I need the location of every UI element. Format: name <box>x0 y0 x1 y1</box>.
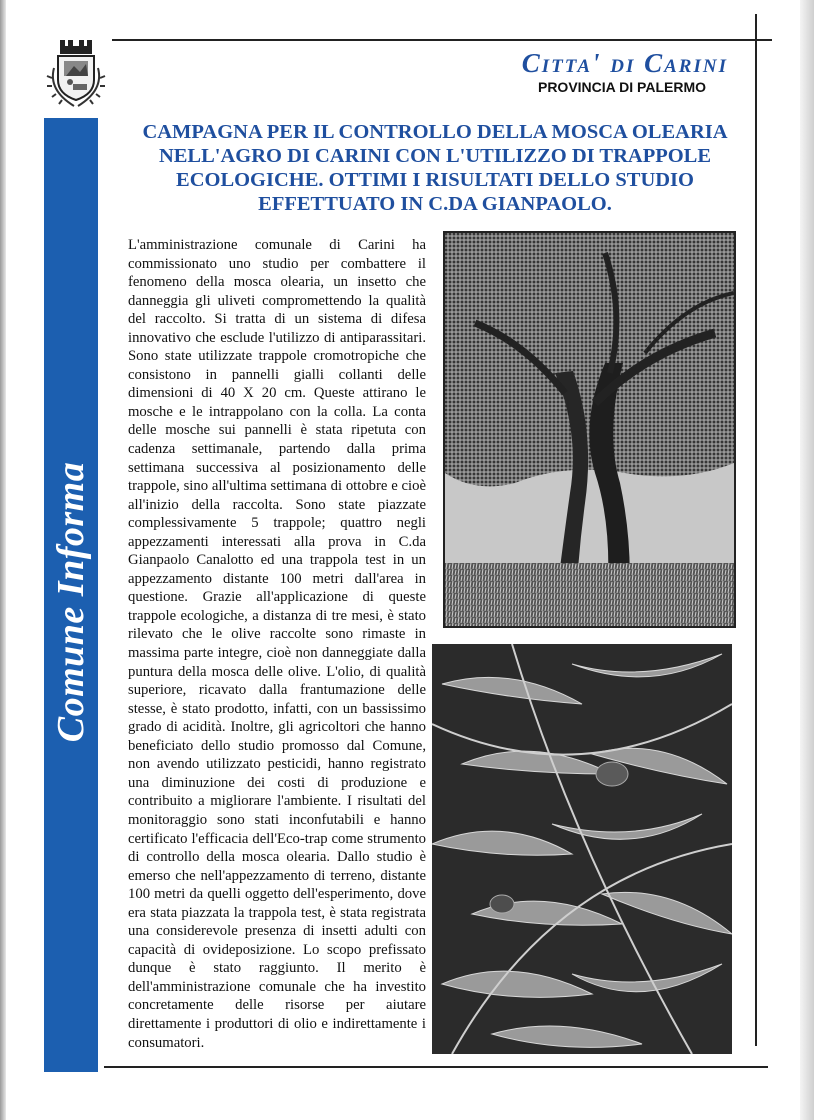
olive-tree-photo <box>443 231 736 628</box>
olive-leaves-photo <box>432 644 732 1054</box>
headline-line: CAMPAGNA PER IL CONTROLLO DELLA MOSCA OLEARIA <box>142 121 728 143</box>
side-band-label: Comune Informa <box>50 461 92 743</box>
article-headline <box>120 120 750 216</box>
headline-line: ECOLOGICHE. OTTIMI I RISULTATI DELLO STUDIO <box>176 169 694 191</box>
headline-line: EFFETTUATO IN C.DA GIANPAOLO. <box>258 193 612 215</box>
page-edge-right <box>800 0 814 1120</box>
city-name: Citta' di Carini <box>521 48 728 78</box>
footer-rule <box>104 1066 768 1068</box>
page-edge-left <box>0 0 6 1120</box>
right-vertical-rule <box>755 14 757 1046</box>
municipal-crest-icon <box>44 38 108 112</box>
province-name: PROVINCIA DI PALERMO <box>537 79 706 95</box>
headline-line: NELL'AGRO DI CARINI CON L'UTILIZZO DI TRAPPOLE <box>158 145 712 167</box>
header-rule <box>112 39 772 41</box>
article-body: L'amministrazione comunale di Carini ha commissionato uno studio per combattere il fenomeno della mosca olearia, un insetto che danneggia gli uliveti compromettendo la qualità del raccolto. Si tratta di un sistema di difesa innovativo che esclude l'utilizzo di antiparassitari. Sono state utilizzate trappole cromotropiche che consistono in pannelli gialli collanti delle dimensioni di 40 X 20 cm. Queste attirano le mosche e le intrappolano con la colla. La conta delle mosche sui pannelli è stata ripetuta con cadenza settimanale, partendo dalla prima settimana successiva al posizionamento delle trappole, sino all'ultima settimana di ottobre e cioè all'inizio della raccolta. Sono state piazzate complessivamente 5 trappole; quattro negli appezzamenti interessati alla prova in C.da Gianpaolo Canalotto ed una trappola test in un appezzamento distante 100 metri dall'area in questione. Grazie all'applicazione di queste trappole ecologiche, a distanza di tre mesi, è stato rilevato che le olive raccolte sono rimaste in massima parte integre, cioè non danneggiate dalla puntura della mosca delle olive. L'olio, di qualità superiore, ricavato dalla frantumazione delle stesse, è stato prodotto, infatti, con un bassissimo grado di acidità. Inoltre, gli agricoltori che hanno beneficiato dello studio promosso dal Comune, non avendo utilizzato pesticidi, hanno registrato una diminuzione dei costi di produzione e contribuito a migliorare l'ambiente. I risultati del monitoraggio sono stati inconfutabili e hanno certificato l'efficacia dell'Eco-trap come strumento di controllo della mosca olearia. Dallo studio è emerso che nell'appezzamento di terreno, distante 100 metri da quelli oggetto dell'esperimento, dove era stata piazzata la trappola test, è stata registrata una considerevole presenza di insetti adulti con capacità di ovideposizione. Lo scopo prefissato dunque è stato raggiunto. Il merito è dell'amministrazione comunale che ha investito concretamente delle risorse per aiutare direttamente i produttori di olio e indirettamente i consumatori. <box>128 237 426 1051</box>
